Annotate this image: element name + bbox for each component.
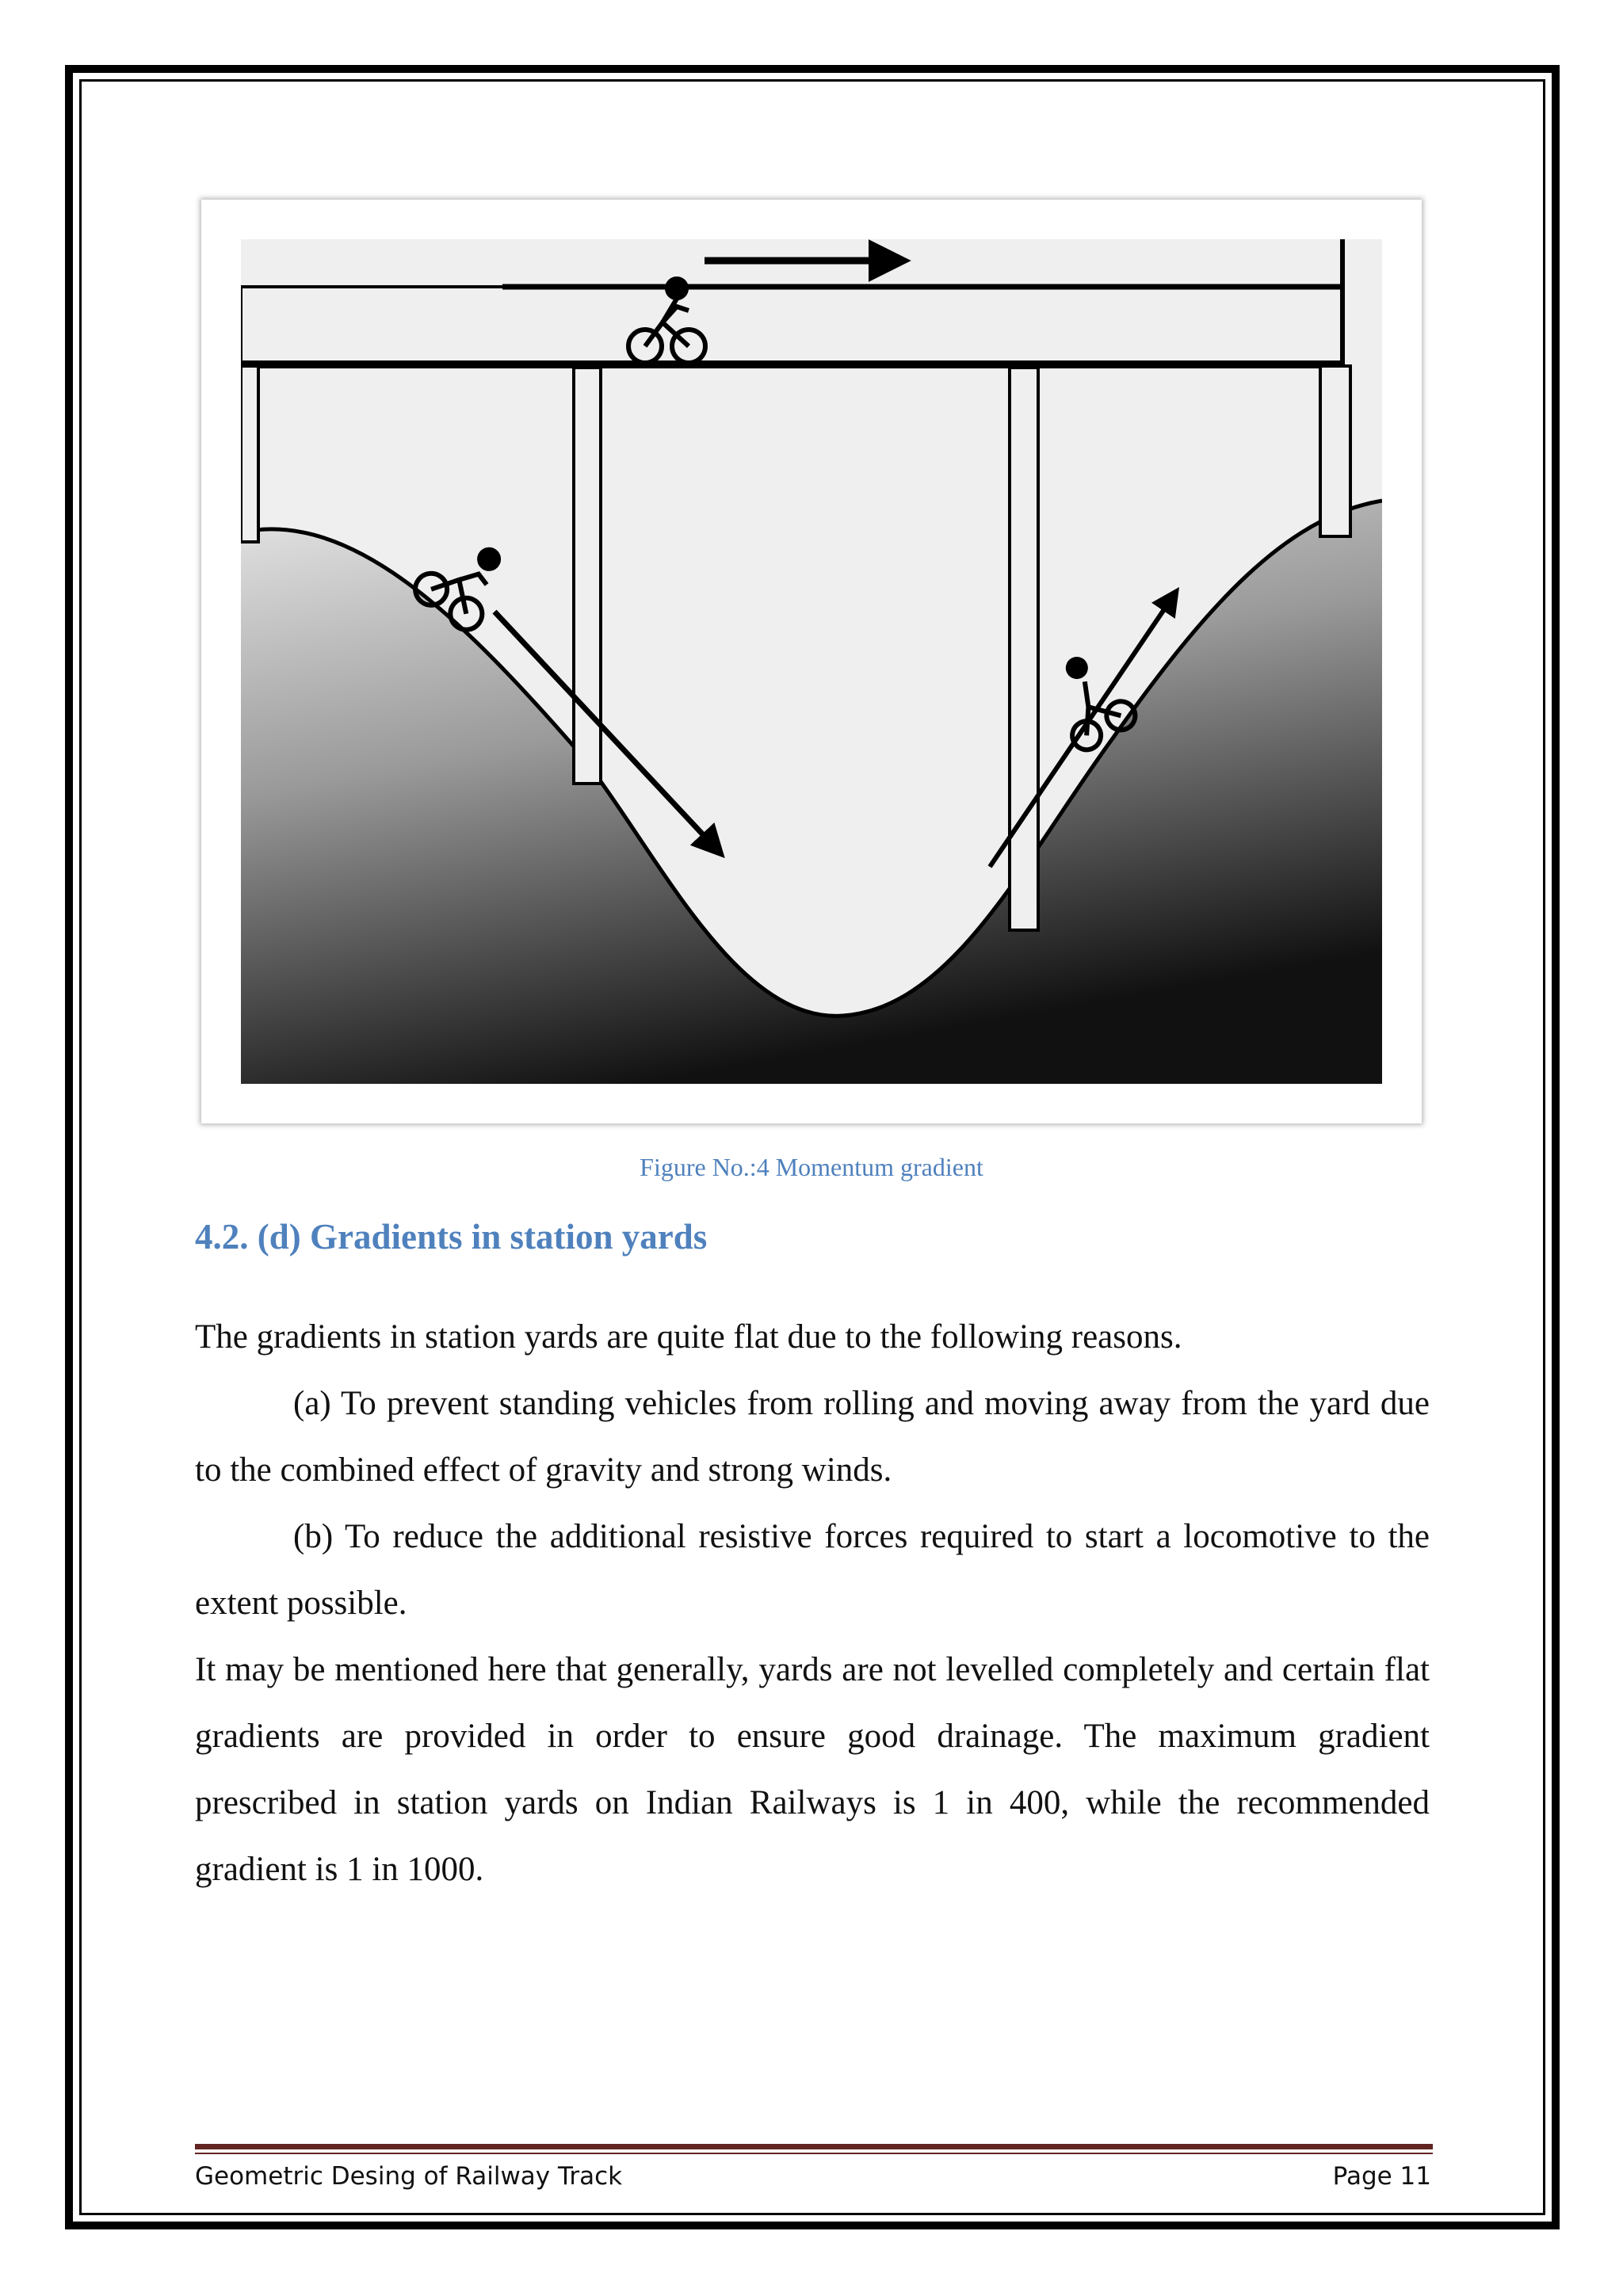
paragraph-conclusion: It may be mentioned here that generally, yards are not levelled completely and certain flat gradients are provided in order to ensure good drainage. The maximum gradient prescribed in station yards on Indian Railways is 1 in 400, while the recommended gradient is 1 in 1000. xyxy=(195,1651,1430,1888)
footer-document-title: Geometric Desing of Railway Track xyxy=(195,2162,623,2191)
paragraph-intro: The gradients in station yards are quite flat due to the following reasons. xyxy=(195,1318,1182,1356)
footer-page-number: Page 11 xyxy=(1332,2162,1431,2191)
bridge-support-left xyxy=(241,366,258,542)
footer-rule-thin xyxy=(195,2153,1433,2154)
bridge-pier-2 xyxy=(1010,368,1038,930)
figure-caption: Figure No.:4 Momentum gradient xyxy=(640,1153,983,1181)
section-heading: 4.2. (d) Gradients in station yards xyxy=(195,1217,708,1257)
bridge-support-right xyxy=(1320,366,1350,536)
momentum-gradient-illustration xyxy=(241,239,1382,1084)
section-body xyxy=(195,1304,1430,1903)
paragraph-reason-b: (b) To reduce the additional resistive forces required to start a locomotive to the extent possible. xyxy=(195,1518,1430,1622)
footer-rule xyxy=(195,2144,1433,2149)
figure-momentum-gradient xyxy=(201,200,1422,1123)
bridge-deck xyxy=(241,287,1342,363)
paragraph-reason-a: (a) To prevent standing vehicles from rolling and moving away from the yard due to the combined effect of gravity and strong winds. xyxy=(195,1385,1430,1489)
